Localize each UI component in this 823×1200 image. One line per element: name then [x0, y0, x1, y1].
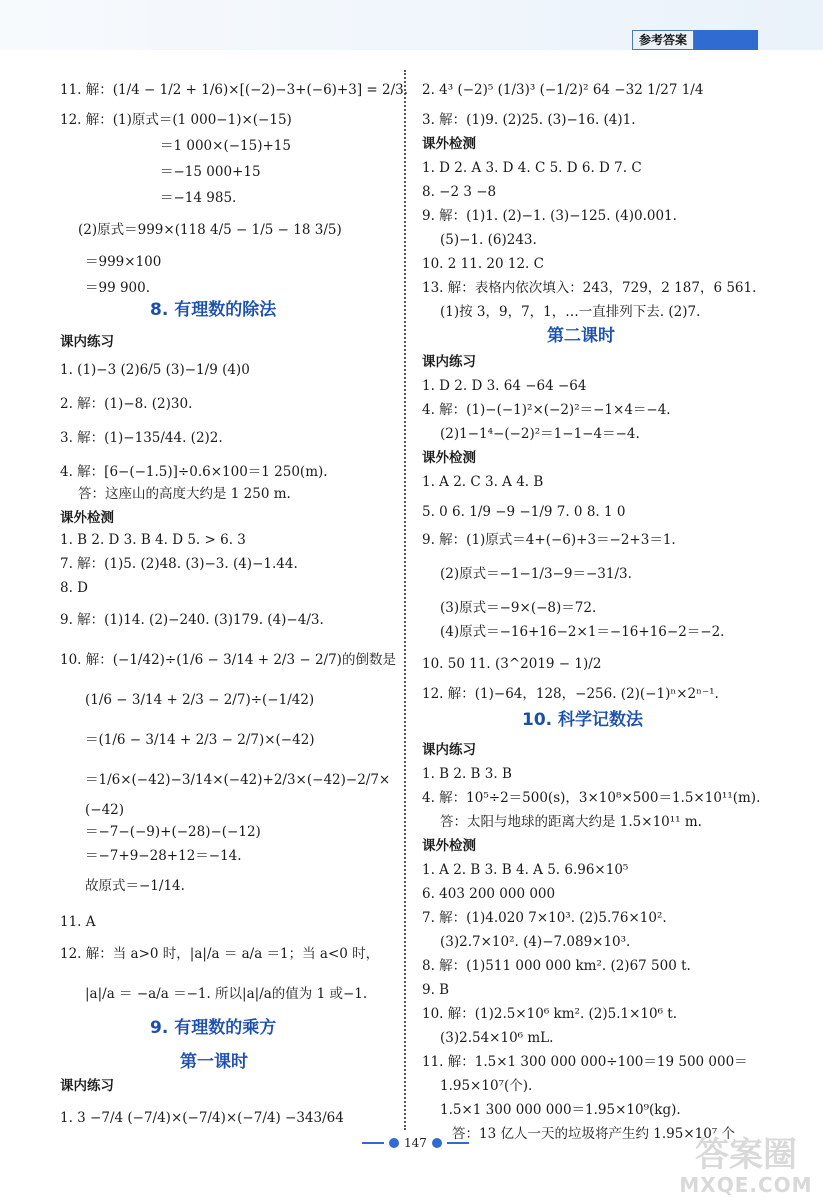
answer-line: ＝99 900. [85, 280, 151, 296]
answer-line: 10. 解：(1)2.5×10⁶ km². (2)5.1×10⁶ t. [422, 1006, 678, 1022]
answer-line: 1. 3 −7/4 (−7/4)×(−7/4)×(−7/4) −343/64 [60, 1110, 344, 1126]
answer-line: 8. −2 3 −8 [422, 184, 497, 200]
answer-line: 11. 解：1.5×1 300 000 000÷100＝19 500 000＝ [422, 1054, 748, 1070]
watermark-logo [676, 1135, 816, 1198]
answer-line: 12. 解：当 a>0 时，|a|/a ＝ a/a ＝1；当 a<0 时， [60, 946, 380, 962]
subsection-heading: 课内练习 [422, 742, 476, 758]
answer-line: ＝999×100 [85, 254, 162, 270]
answer-line: 10. 解：(−1/42)÷(1/6 − 3/14 + 2/3 − 2/7)的倒数是 [60, 652, 396, 668]
subsection-heading: 课内练习 [60, 1078, 114, 1094]
answer-line: 12. 解：(1)−64，128，−256. (2)(−1)ⁿ×2ⁿ⁻¹. [422, 686, 719, 702]
answer-line: 4. 解：10⁵÷2＝500(s)，3×10⁸×500＝1.5×10¹¹(m). [422, 790, 761, 806]
answer-line: 1.95×10⁷(个). [440, 1078, 533, 1094]
answer-line: 7. 解：(1)4.020 7×10³. (2)5.76×10². [422, 910, 667, 926]
answer-line: 1. D 2. A 3. D 4. C 5. D 6. D 7. C [422, 160, 642, 176]
answer-line: 9. B [422, 982, 450, 998]
answer-line: (3)原式＝−9×(−8)＝72. [440, 600, 597, 616]
answer-line: 6. 403 200 000 000 [422, 886, 556, 902]
section-heading: 第一课时 [180, 1052, 248, 1072]
answer-line: 答：太阳与地球的距离大约是 1.5×10¹¹ m. [440, 814, 702, 830]
answer-line: 11. 解：(1/4 − 1/2 + 1/6)×[(−2)−3+(−6)+3] = 2/3. [60, 82, 409, 98]
answer-line: (1)按 3，9，7，1，…一直排列下去. (2)7. [440, 304, 701, 320]
answer-line: 答：这座山的高度大约是 1 250 m. [78, 486, 291, 502]
answer-line: 1. D 2. D 3. 64 −64 −64 [422, 378, 587, 394]
answer-line: ＝−14 985. [160, 190, 237, 206]
subsection-heading: 课外检测 [422, 136, 476, 152]
answer-line: 10. 2 11. 20 12. C [422, 256, 544, 272]
subsection-heading: 课内练习 [422, 354, 476, 370]
answer-line: 1. A 2. B 3. B 4. A 5. 6.96×10⁵ [422, 862, 629, 878]
answer-line: 1. B 2. B 3. B [422, 766, 512, 782]
answer-line: 1. (1)−3 (2)6/5 (3)−1/9 (4)0 [60, 362, 250, 378]
answer-line: 3. 解：(1)−135/44. (2)2. [60, 430, 223, 446]
answer-line: 1.5×1 300 000 000＝1.95×10⁹(kg). [440, 1102, 681, 1118]
answer-line: ＝−15 000+15 [160, 164, 261, 180]
answer-line: (3)2.7×10². (4)−7.089×10³. [440, 934, 631, 950]
watermark-logo-text: 答案圈 [695, 1135, 797, 1175]
page-footer [362, 1136, 469, 1150]
answer-line: (1/6 − 3/14 + 2/3 − 2/7)÷(−1/42) [85, 692, 315, 708]
section-heading: 10. 科学记数法 [522, 710, 644, 730]
answer-line: 4. 解：[6−(−1.5)]÷0.6×100＝1 250(m). [60, 464, 328, 480]
answer-line: 1. A 2. C 3. A 4. B [422, 474, 544, 490]
answer-line: 1. B 2. D 3. B 4. D 5. > 6. 3 [60, 532, 246, 548]
answer-line: 3. 解：(1)9. (2)25. (3)−16. (4)1. [422, 112, 636, 128]
answer-line: 9. 解：(1)原式＝4+(−6)+3＝−2+3＝1. [422, 532, 676, 548]
subsection-heading: 课外检测 [422, 450, 476, 466]
tag-color-block [694, 30, 758, 50]
answer-line: 7. 解：(1)5. (2)48. (3)−3. (4)−1.44. [60, 556, 298, 572]
section-heading: 第二课时 [547, 326, 615, 346]
answer-key-label: 参考答案 [632, 30, 694, 50]
answer-line: 4. 解：(1)−(−1)²×(−2)²＝−1×4＝−4. [422, 402, 671, 418]
footer-dot-icon [389, 1138, 399, 1148]
section-heading: 9. 有理数的乘方 [150, 1018, 277, 1038]
answer-line: 故原式＝−1/14. [85, 878, 185, 894]
answer-line: ＝1 000×(−15)+15 [160, 138, 291, 154]
answer-line: (2)1−1⁴−(−2)²＝1−1−4＝−4. [440, 426, 640, 442]
answer-line: 10. 50 11. (3^2019 − 1)/2 [422, 656, 602, 672]
page-number: 147 [404, 1136, 427, 1150]
footer-dot-icon [432, 1138, 442, 1148]
answer-key-tag [632, 30, 758, 50]
answer-line: 11. A [60, 914, 96, 930]
answer-line: |a|/a ＝ −a/a ＝−1. 所以|a|/a的值为 1 或−1. [85, 986, 368, 1002]
answer-line: (2)原式＝−1−1/3−9＝−31/3. [440, 566, 632, 582]
subsection-heading: 课外检测 [422, 838, 476, 854]
answer-line: (4)原式＝−16+16−2×1＝−16+16−2＝−2. [440, 624, 725, 640]
answer-line: (3)2.54×10⁶ mL. [440, 1030, 554, 1046]
footer-line-icon [362, 1142, 384, 1144]
answer-line: ＝1/6×(−42)−3/14×(−42)+2/3×(−42)−2/7× [85, 772, 391, 788]
footer-line-icon [447, 1142, 469, 1144]
answer-line: ＝(1/6 − 3/14 + 2/3 − 2/7)×(−42) [85, 732, 315, 748]
section-heading: 8. 有理数的除法 [150, 300, 277, 320]
answer-line: 答：13 亿人一天的垃圾将产生约 1.95×10⁷ 个 [452, 1126, 736, 1142]
answer-line: 8. 解：(1)511 000 000 km². (2)67 500 t. [422, 958, 691, 974]
subsection-heading: 课外检测 [60, 510, 114, 526]
answer-line: (−42) [85, 802, 125, 818]
subsection-heading: 课内练习 [60, 334, 114, 350]
answer-line: 9. 解：(1)14. (2)−240. (3)179. (4)−4/3. [60, 612, 324, 628]
answer-line: 9. 解：(1)1. (2)−1. (3)−125. (4)0.001. [422, 208, 677, 224]
watermark-site: MXQE.COM [679, 1173, 813, 1197]
answer-line: (5)−1. (6)243. [440, 232, 537, 248]
column-divider [404, 70, 406, 1130]
answer-line: 12. 解：(1)原式＝(1 000−1)×(−15) [60, 112, 292, 128]
answer-line: (2)原式＝999×(118 4/5 − 1/5 − 18 3/5) [78, 222, 342, 238]
answer-line: 2. 解：(1)−8. (2)30. [60, 396, 193, 412]
answer-line: 2. 4³ (−2)⁵ (1/3)³ (−1/2)² 64 −32 1/27 1/4 [422, 82, 704, 98]
answer-line: 13. 解：表格内依次填入：243，729，2 187，6 561. [422, 280, 757, 296]
answer-line: 5. 0 6. 1/9 −9 −1/9 7. 0 8. 1 0 [422, 504, 626, 520]
answer-line: 8. D [60, 580, 88, 596]
answer-line: ＝−7−(−9)+(−28)−(−12) [85, 824, 261, 840]
answer-line: ＝−7+9−28+12＝−14. [85, 848, 242, 864]
